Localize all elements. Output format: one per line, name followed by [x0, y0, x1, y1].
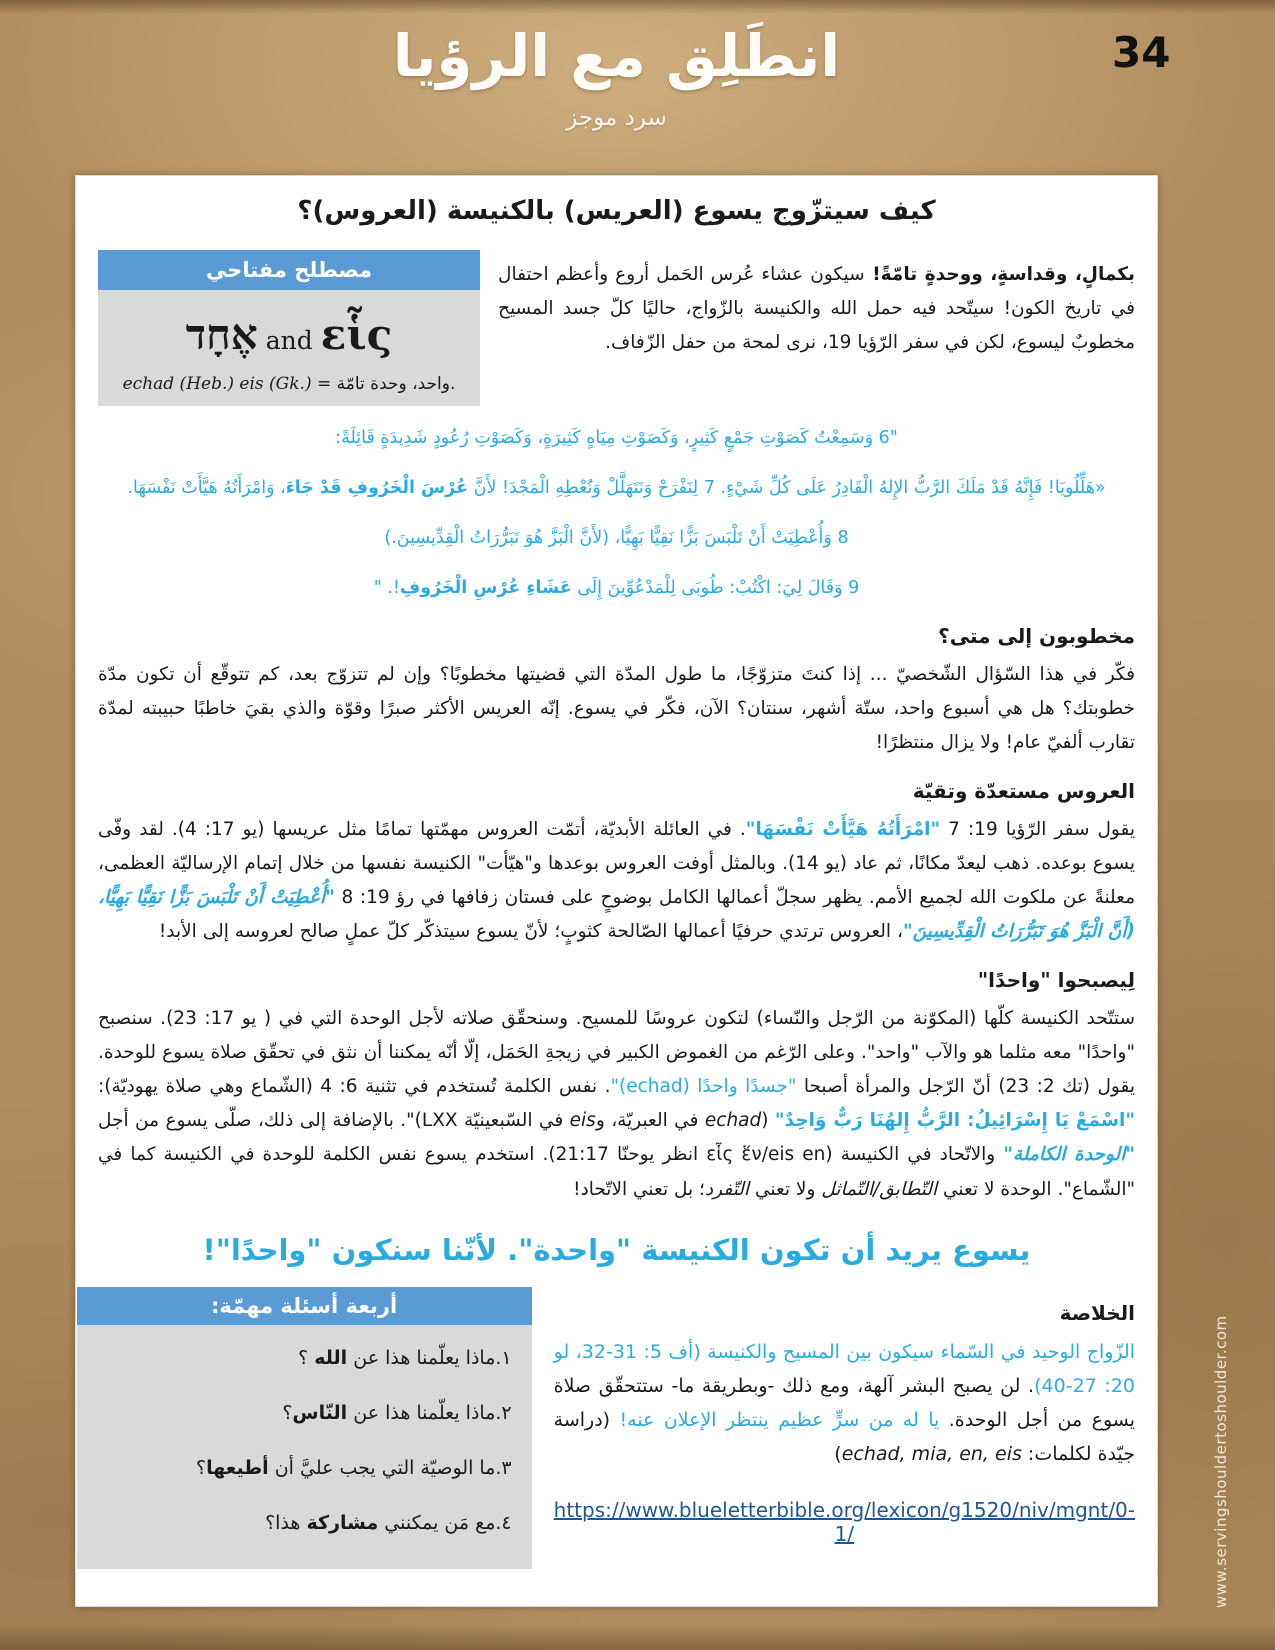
- section-paragraph: ستتّحد الكنيسة كلّها (المكوّنة من الرّجل والنّساء) لتكون عروسًا للمسيح. وسنحقّق صلاته لأجل الوحدة التي في ( يو 17: 23). سنصبح "واحدًا" معه مثلما هو والآب "واحد". وعلى الرّغم من الغموض الكبير في زيجةِ الحَمَل، إلّا أنّه يمكننا أن نثق في تحقّق صلاة يسوع للوحدة. يقول (تك 2: 23) أنّ الرّجل والمرأة أصبحا "جسدًا واحدًا (echad)". نفس الكلمة تُستخدم في تثنية 6: 4 (الشّماع وهي صلاة يهوديّة): "اسْمَعْ يَا إِسْرَائِيلُ: الرَّبُّ إِلهُنَا رَبٌّ وَاحِدٌ" (echad في العبريّة، وeis في السّبعينيّة LXX)". بالإضافة إلى ذلك، صلّى يسوع من أجل "الوحدة الكاملة" والاتّحاد في الكنيسة (εἷς ἕν/eis en انظر يوحنّا 21:17). استخدم يسوع نفس الكلمة للوحدة في الكنيسة كما في "الشّماع". الوحدة لا تعني التّطابق/التّماثل ولا تعني التّفرد؛ بل تعني الاتّحاد!: [98, 1007, 1135, 1200]
- keyterm-box: [98, 250, 480, 406]
- section-become-one: [98, 968, 1135, 1207]
- keyterm-body: [98, 290, 480, 406]
- keyterm-greek: εἷς: [320, 310, 393, 359]
- keyterm-header: مصطلح مفتاحي: [98, 250, 480, 290]
- section-heading: مخطوبون إلى متى؟: [938, 624, 1135, 648]
- question-item: ١.ماذا يعلّمنا هذا عن الله ؟: [298, 1346, 512, 1369]
- intro-paragraph: بكمالٍ، وقداسةٍ، ووحدةٍ تامّةً! سيكون عشاء عُرس الحَمل أروع وأعظم احتفال في تاريخ الكون! سيتّحد فيه حمل الله والكنيسة بالزّواج، حاليًا كلّ جسد المسيح مخطوبٌ ليسوع، لكن في سفر الرّؤيا 19، نرى لمحة من حفل الزّفاف.: [498, 264, 1135, 354]
- quote-line: 9 وَقَالَ لِيَ: اكْتُبْ: طُوبَى لِلْمَدْعُوِّينَ إِلَى عَشَاءِ عُرْسِ الْخَرُوفِ!. ": [373, 578, 860, 598]
- quote-line: "6 وَسَمِعْتُ كَصَوْتِ جَمْعٍ كَثِيرٍ، وَكَصَوْتِ مِيَاهٍ كَثِيرَةٍ، وَكَصَوْتِ رُعُودٍ شَدِيدَةٍ قَائِلَةً:: [335, 428, 898, 448]
- section-betrothed: [98, 624, 1135, 761]
- quote-line: 8 وَأُعْطِيَتْ أَنْ تَلْبَسَ بَزًّا نَقِيًّا بَهِيًّا، (لأَنَّ الْبَزَّ هُوَ تَبَرُّرَاتُ الْقِدِّيسِينَ.): [384, 528, 849, 548]
- question-item: ٢.ماذا يعلّمنا هذا عن النّاس؟: [282, 1401, 512, 1424]
- section-paragraph: يقول سفر الرّؤيا 19: 7 "امْرَأَتُهُ هَيَّأَتْ نَفْسَهَا". في العائلة الأبديّة، أتمّت العروس مهمّتها تمامًا مثل عريسها (يو 17: 4). لقد وفّى يسوع بوعده. ذهب ليعدّ مكانًا، ثم عاد (يو 14). وبالمثل أوفت العروس بوعدها و"هيّأت" الكنيسة نفسها من خلال إتمام الإرساليّة العظمى، معلنةً عن ملكوت الله لجميع الأمم. يظهر سجلّ أعمالها الكامل بوضوحٍ على فستان زفافها في رؤ 19: 8 "أُعْطِيَتْ أَنْ تَلْبَسَ بَزًّا نَقِيًّا بَهِيًّا، (أَنَّ الْبَزَّ هُوَ تَبَرُّرَاتُ الْقِدِّيسِينَ"، العروس ترتدي حرفيًا أعمالها الصّالحة كثوبٍ؛ لأنّ يسوع سيتذكّر كلّ عملٍ صالح لعروسه إلى الأبد!: [98, 818, 1135, 943]
- keyterm-caption-latin: echad (Heb.) eis (Gk.) =: [122, 374, 337, 394]
- intro-row: [98, 250, 1135, 406]
- keyterm-and: and: [265, 326, 313, 355]
- question-item: ٣.ما الوصيّة التي يجب عليَّ أن أطيعها؟: [196, 1456, 512, 1479]
- doc-heading: كيف سيتزّوج يسوع (العريس) بالكنيسة (العروس)؟: [297, 196, 936, 226]
- section-bride-ready: [98, 779, 1135, 950]
- page-title: انطَلِق مع الرؤيا: [392, 22, 841, 90]
- questions-box: [77, 1287, 532, 1569]
- section-paragraph: فكّر في هذا السّؤال الشّخصيّ ... إذا كنتَ متزوّجًا، ما طول المدّة التي قضيتها مخطوبًا؟ وإن لم تتزوّج بعد، كم تتوقّع أن تكون مدّة خطوبتك؟ هل هي أسبوع واحد، ستّة أشهر، سنتان؟ الآن، فكّر في يسوع. إنّه العريس الأكثر صبرًا وقوّة والذي بقيَ خاطبًا حبيبته لمدّة تقارب ألفيّ عام! ولا يزال منتظرًا!: [98, 664, 1135, 754]
- reference-link-line: [554, 1498, 1135, 1546]
- keyterm-caption-arabic: واحد، وحدة تامّة.: [336, 374, 456, 394]
- keyterm-hebrew: אֶחָד: [185, 310, 258, 359]
- summary-paragraph: الزّواج الوحيد في السّماء سيكون بين المسيح والكنيسة (أف 5: 31-32، لو 20: 27-40). لن يصبح البشر آلهة، ومع ذلك -وبطريقة ما- ستتحقّق صلاة يسوع من أجل الوحدة. يا له من سرٍّ عظيم ينتظر الإعلان عنه! (دراسة جيّدة لكلمات: echad, mia, en, eis): [553, 1340, 1135, 1466]
- summary-heading: الخلاصة: [1059, 1300, 1135, 1325]
- highlight-statement: يسوع يريد أن تكون الكنيسة "واحدة". لأنّنا سنكون "واحدًا"!: [202, 1232, 1031, 1267]
- questions-body: [77, 1325, 532, 1569]
- summary-column: [554, 1287, 1135, 1546]
- questions-header: أربعة أسئلة مهمّة:: [77, 1287, 532, 1325]
- quote-line: «هَلِّلُويَا! فَإِنَّهُ قَدْ مَلَكَ الرَّبُّ الإِلهُ الْقَادِرُ عَلَى كُلِّ شَيْءٍ. 7 لِنَفْرَحْ وَنَتَهَلَّلْ وَنُعْطِهِ الْمَجْدَ! لأَنَّ عُرْسَ الْخَرُوفِ قَدْ جَاءَ، وَامْرَأَتُهُ هَيَّأَتْ نَفْسَهَا.: [127, 478, 1106, 498]
- document-page: [75, 175, 1158, 1607]
- section-heading: العروس مستعدّة وتقيّة: [912, 778, 1135, 803]
- page-number: 34: [1112, 28, 1171, 77]
- page-subtitle: سرد موجز: [566, 105, 667, 131]
- bottom-row: [98, 1287, 1135, 1569]
- keyterm-term: [104, 310, 474, 360]
- section-heading: لِيصبحوا "واحدًا": [977, 967, 1135, 992]
- question-item: ٤.مع مَن يمكنني مشاركة هذا؟: [265, 1511, 512, 1534]
- scripture-quote: [98, 424, 1135, 602]
- keyterm-caption: [104, 374, 474, 394]
- watermark: www.servingshouldertoshoulder.com: [1212, 1315, 1230, 1608]
- bible-lexicon-link[interactable]: https://www.blueletterbible.org/lexicon/g1520/niv/mgnt/0-1/: [553, 1497, 1135, 1546]
